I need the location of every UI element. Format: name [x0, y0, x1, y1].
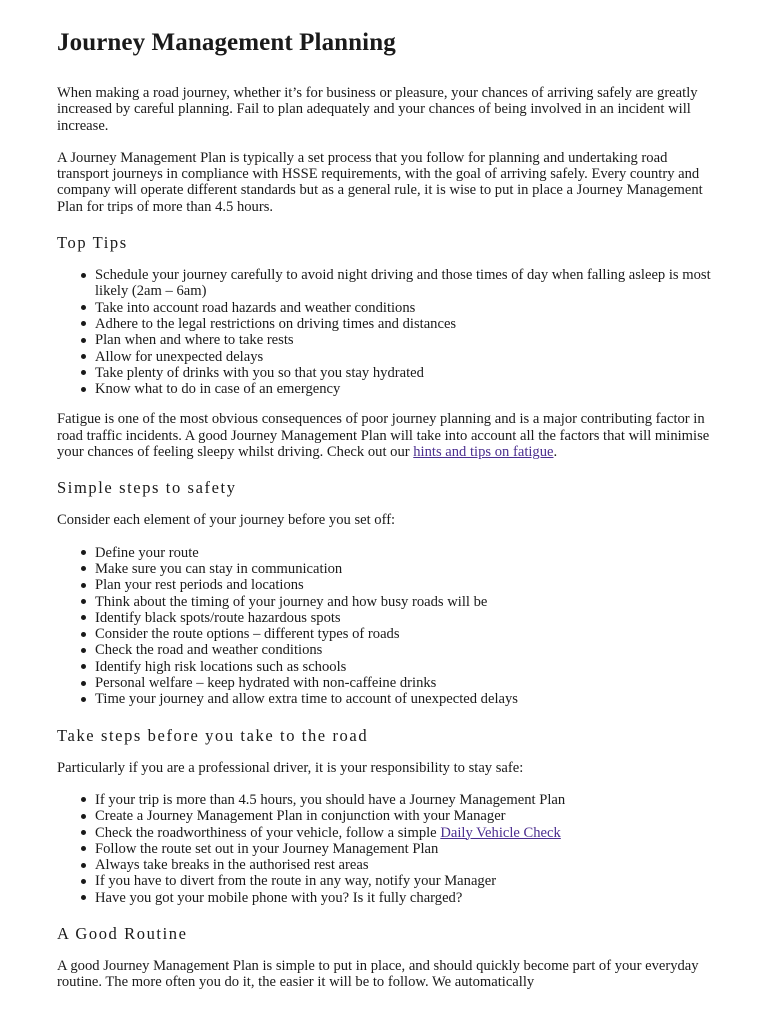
list-item: Adhere to the legal restrictions on driving times and distances [95, 316, 712, 332]
list-item: If your trip is more than 4.5 hours, you should have a Journey Management Plan [95, 792, 712, 808]
fatigue-end: . [553, 444, 558, 461]
list-item: Allow for unexpected delays [95, 349, 712, 365]
list-item: Follow the route set out in your Journey Management Plan [95, 841, 712, 857]
list-item: Consider the route options – different types of roads [95, 626, 712, 642]
list-item: Plan your rest periods and locations [95, 577, 712, 593]
intro-paragraph-2: A Journey Management Plan is typically a set process that you follow for planning and undertaking road transport journeys in compliance with HSSE requirements, with the goal of arriving safely. Every country and company will operate different standards but as a general rule, it is wise to put in place a Journey Management Plan for trips of more than 4.5 hours. [57, 149, 703, 215]
list-item: Think about the timing of your journey and how busy roads will be [95, 594, 712, 610]
before-road-list [57, 792, 712, 906]
list-item: Schedule your journey carefully to avoid night driving and those times of day when falling asleep is most likely (2am – 6am) [95, 267, 711, 300]
intro-paragraph-1: When making a road journey, whether it’s for business or pleasure, your chances of arriving safely are greatly increased by careful planning. Fail to plan adequately and your chances of being involved in an incident will increase. [57, 85, 698, 134]
heading-top-tips: Top Tips [57, 233, 128, 253]
list-item: Take plenty of drinks with you so that you stay hydrated [95, 365, 712, 381]
heading-good-routine: A Good Routine [57, 923, 188, 943]
fatigue-tips-link[interactable]: hints and tips on fatigue [413, 444, 554, 461]
simple-steps-lead: Consider each element of your journey before you set off: [57, 512, 396, 529]
heading-before-road: Take steps before you take to the road [57, 725, 369, 745]
list-item: Always take breaks in the authorised rest areas [95, 857, 712, 873]
before-road-lead: Particularly if you are a professional driver, it is your responsibility to stay safe: [57, 759, 524, 776]
list-item: Make sure you can stay in communication [95, 561, 712, 577]
list-item: Check the road and weather conditions [95, 642, 712, 658]
list-item: Know what to do in case of an emergency [95, 381, 712, 397]
fatigue-paragraph [57, 411, 712, 460]
list-item: Identify black spots/route hazardous spots [95, 610, 712, 626]
list-item: Take into account road hazards and weather conditions [95, 300, 712, 316]
simple-steps-list [57, 545, 712, 708]
list-item: Time your journey and allow extra time to account of unexpected delays [95, 691, 712, 707]
fatigue-text: Fatigue is one of the most obvious consequences of poor journey planning and is a major contributing factor in road traffic incidents. A good Journey Management Plan will take into account all the factors that will minimise your chances of feeling sleepy whilst driving. Check out our [57, 411, 710, 461]
list-item: Personal welfare – keep hydrated with non-caffeine drinks [95, 675, 712, 691]
list-item: Have you got your mobile phone with you? Is it fully charged? [95, 890, 712, 906]
list-item: Identify high risk locations such as schools [95, 659, 712, 675]
list-item: Define your route [95, 545, 712, 561]
good-routine-paragraph: A good Journey Management Plan is simple to put in place, and should quickly become part of your everyday routine. The more often you do it, the easier it will be to follow. We automatically [57, 957, 699, 991]
page-title: Journey Management Planning [57, 29, 396, 56]
vehicle-check-text: Check the roadworthiness of your vehicle, follow a simple [95, 824, 441, 841]
daily-vehicle-check-link[interactable]: Daily Vehicle Check [440, 824, 561, 841]
list-item: If you have to divert from the route in any way, notify your Manager [95, 873, 712, 889]
top-tips-list [57, 267, 712, 397]
list-item: Plan when and where to take rests [95, 332, 712, 348]
list-item [95, 825, 712, 841]
list-item: Create a Journey Management Plan in conjunction with your Manager [95, 808, 712, 824]
heading-simple-steps: Simple steps to safety [57, 478, 237, 498]
